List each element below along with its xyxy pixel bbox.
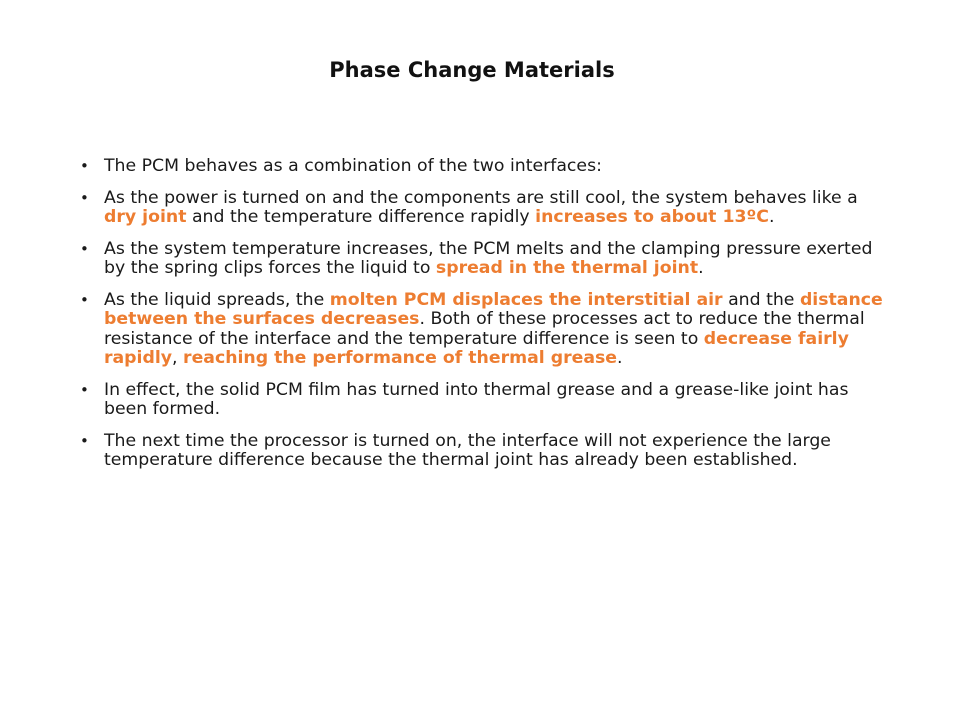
body-text: , — [172, 348, 184, 368]
body-text: As the liquid spreads, the — [104, 289, 330, 310]
bullet-list — [80, 157, 892, 483]
bullet-text — [104, 156, 602, 176]
highlighted-phrase: dry joint — [104, 207, 187, 227]
bullet-text — [104, 290, 883, 369]
body-text: As the power is turned on and the components are still cool, the system behaves like a — [104, 187, 858, 208]
bullet-text — [104, 188, 858, 228]
bullet-dot-icon: • — [80, 431, 89, 450]
body-text: The next time the processor is turned on, the interface will not experience the large temperature difference because the thermal joint has already been established. — [104, 430, 831, 470]
bullet-dot-icon: • — [80, 380, 89, 399]
bullet-dot-icon: • — [80, 239, 89, 258]
body-text: . — [617, 348, 623, 368]
bullet-dot-icon: • — [80, 290, 89, 309]
bullet-text — [104, 431, 831, 471]
slide-title: Phase Change Materials — [329, 58, 615, 82]
bullet-item — [80, 432, 892, 471]
body-text: . — [768, 207, 775, 227]
bullet-item — [80, 157, 892, 177]
body-text: . Both of these processes act to reduce the thermal resistance of the interface and the temperature difference is seen to — [104, 309, 865, 349]
highlighted-phrase: molten PCM displaces the interstitial air — [329, 289, 723, 310]
body-text: The PCM behaves as a combination of the two interfaces: — [104, 156, 602, 176]
bullet-item — [80, 291, 892, 369]
highlighted-phrase: reaching the performance of thermal grease — [183, 348, 617, 368]
highlighted-phrase: increases to about 13ºC — [535, 207, 769, 227]
bullet-item — [80, 381, 892, 420]
highlighted-phrase: spread in the thermal joint — [435, 258, 699, 278]
highlighted-phrase: decrease fairly rapidly — [104, 328, 849, 368]
body-text: . — [698, 258, 704, 278]
bullet-item — [80, 189, 892, 228]
body-text: and the temperature difference rapidly — [186, 207, 536, 227]
body-text: As the system temperature increases, the PCM melts and the clamping pressure exerted by the spring clips forces the liquid to — [104, 238, 873, 278]
highlighted-phrase: distance between the surfaces decreases — [104, 289, 883, 329]
bullet-dot-icon: • — [80, 188, 89, 207]
bullet-item — [80, 240, 892, 279]
body-text: and the — [722, 289, 800, 310]
bullet-dot-icon: • — [80, 157, 89, 175]
body-text: In effect, the solid PCM film has turned into thermal grease and a grease-like joint has been formed. — [104, 379, 849, 419]
bullet-text — [104, 380, 848, 420]
bullet-text — [104, 239, 872, 279]
